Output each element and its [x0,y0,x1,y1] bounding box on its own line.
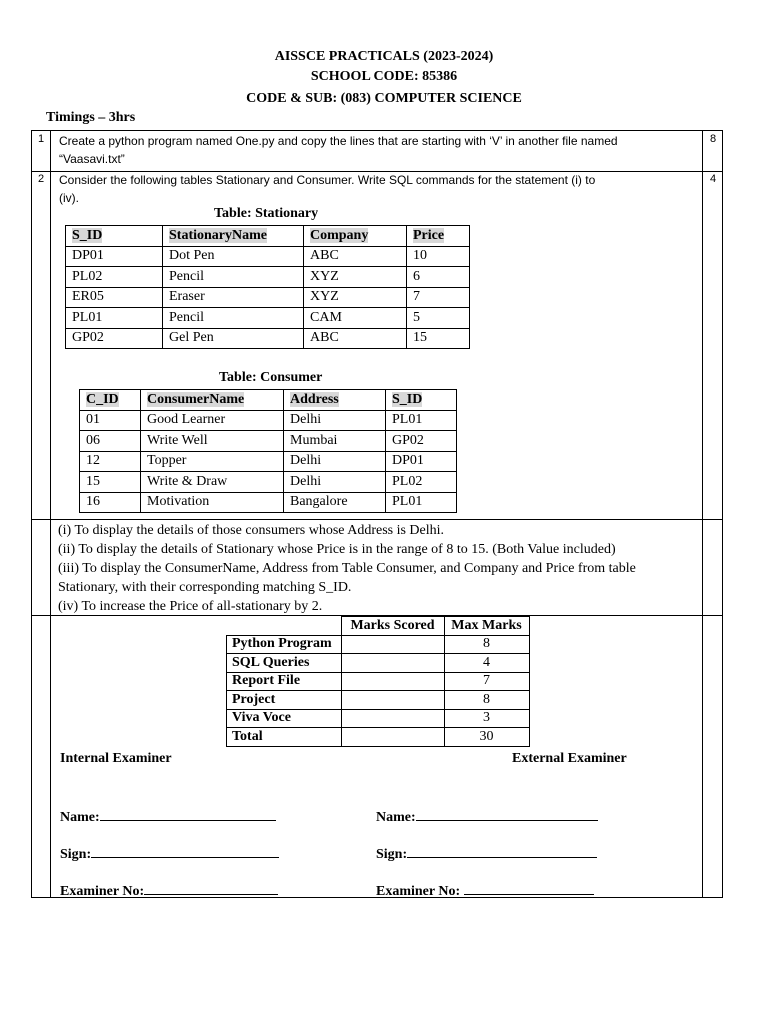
external-examiner-no-field[interactable]: Examiner No: [376,880,594,900]
question-line: Create a python program named One.py and copy the lines that are starting with ‘V’ in another file named [59,134,618,148]
external-name-field[interactable]: Name: [376,806,598,826]
question-number: 1 [37,133,45,145]
marks-table [226,616,530,747]
table-row: 06 Write Well Mumbai GP02 [80,431,457,452]
internal-examiner-no-field[interactable]: Examiner No: [60,880,278,900]
header-line-3: CODE & SUB: (083) COMPUTER SCIENCE [246,91,522,106]
question-line: (iv). [59,191,79,205]
sql-statement: (iii) To display the ConsumerName, Address from Table Consumer, and Company and Price from table [58,561,636,576]
internal-sign-field[interactable]: Sign: [60,843,279,863]
sql-statements [58,521,718,616]
internal-examiner-label: Internal Examiner [60,751,172,766]
sql-statement: (ii) To display the details of Stationary whose Price is in the range of 8 to 15. (Both Value included) [58,542,616,557]
table-header-row [227,617,530,636]
column-header: S_ID [72,227,103,243]
external-sign-field[interactable]: Sign: [376,843,597,863]
internal-name-field[interactable]: Name: [60,806,276,826]
column-header: StationaryName [169,227,267,243]
column-header: Address [290,391,339,407]
question-line: “Vaasavi.txt” [59,152,125,166]
sql-statement: (iv) To increase the Price of all-stationary by 2. [58,599,323,614]
table-row: PL02 Pencil XYZ 6 [66,267,470,288]
timings: Timings – 3hrs [46,110,136,125]
column-header: C_ID [86,391,119,407]
table-row: DP01 Dot Pen ABC 10 [66,246,470,267]
sql-statement: (i) To display the details of those consumers whose Address is Delhi. [58,523,445,538]
column-header: S_ID [392,391,423,407]
question-text [59,132,618,168]
question-paper [31,130,723,898]
table-row: Total 30 [227,728,530,747]
column-header: Price [413,227,445,243]
question-line: Consider the following tables Stationary and Consumer. Write SQL commands for the statement (i) to [59,173,596,187]
table-row: 16 Motivation Bangalore PL01 [80,492,457,513]
table-row: GP02 Gel Pen ABC 15 [66,328,470,349]
stationary-table [65,225,470,349]
table-row: 01 Good Learner Delhi PL01 [80,410,457,431]
question-marks: 8 [709,133,717,145]
consumer-table [79,389,457,513]
table-row: Project 8 [227,691,530,710]
marks-column-divider [702,131,703,897]
header-line-2: SCHOOL CODE: 85386 [310,69,458,84]
table-header-row [66,226,470,247]
question-number: 2 [37,173,45,185]
question-text [59,171,595,207]
number-column-divider [50,131,51,897]
question-marks: 4 [709,173,717,185]
table-header-row [80,390,457,411]
row-divider [32,519,722,520]
table-row: ER05 Eraser XYZ 7 [66,287,470,308]
column-header: ConsumerName [147,391,245,407]
table-row: Report File 7 [227,672,530,691]
table-row: Python Program 8 [227,635,530,654]
table-row: Viva Voce 3 [227,709,530,728]
table-row: SQL Queries 4 [227,654,530,673]
column-header: Max Marks [444,617,529,636]
stationary-caption: Table: Stationary [214,206,319,221]
sql-statement: Stationary, with their corresponding matching S_ID. [58,580,352,595]
table-row: PL01 Pencil CAM 5 [66,308,470,329]
column-header: Company [310,227,369,243]
header-line-1: AISSCE PRACTICALS (2023-2024) [274,49,494,64]
table-row: 15 Write & Draw Delhi PL02 [80,472,457,493]
column-header: Marks Scored [341,617,444,636]
external-examiner-label: External Examiner [512,751,627,766]
table-row: 12 Topper Delhi DP01 [80,451,457,472]
consumer-caption: Table: Consumer [219,370,323,385]
